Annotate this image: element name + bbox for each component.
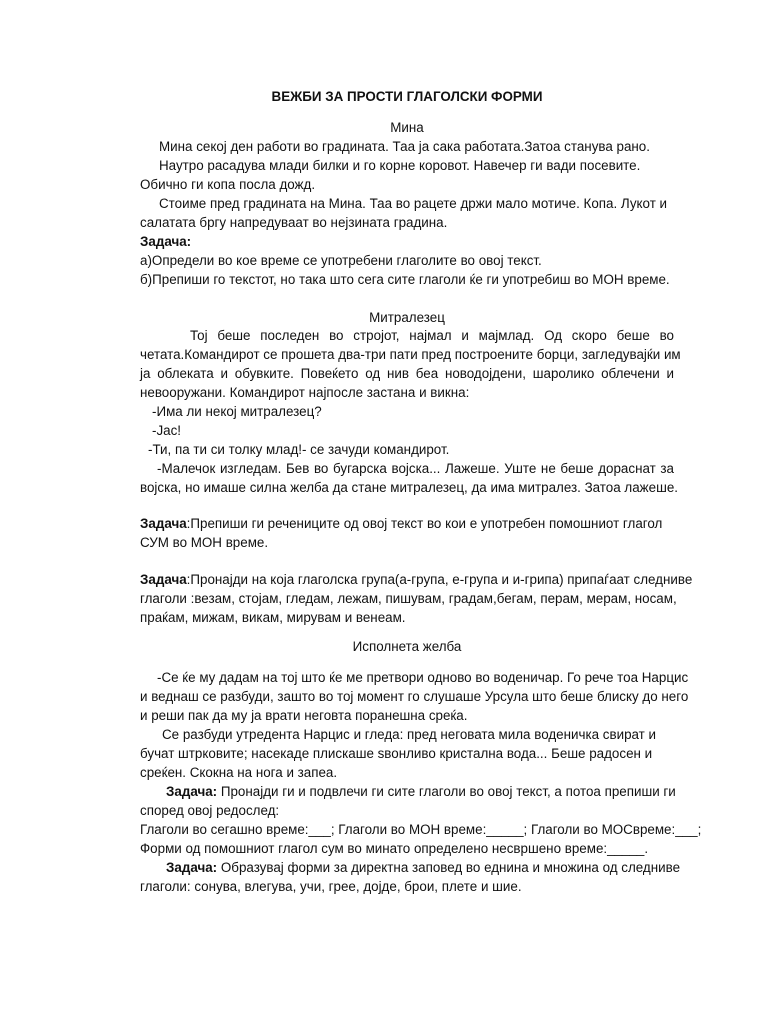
task-line: б)Препиши го текстот, но така што сега сите глаголи ќе ги употребиш во МОН време. <box>140 272 670 287</box>
text-line: салатата бргу напредуваат во нејзината градина. <box>140 215 448 230</box>
text-line: Се разбуди утредента Нарцис и гледа: пред неговата мила воденичка свират и <box>162 727 656 742</box>
text-line: ја облеката и обувките. Повеќето од нив беа новодојдени, шаролико облечени и <box>140 366 674 381</box>
text-line: Тој беше последен во стројот, најмал и мајмлад. Од скоро беше во <box>190 328 674 343</box>
task-line: глаголи :везам, стојам, гледам, лежам, пишувам, градам,бегам, перам, мерам, носам, <box>140 591 677 606</box>
dialogue-line: -Има ли некој митралезец? <box>152 404 322 419</box>
dialogue-line: -Јас! <box>152 423 182 438</box>
text-line: војска, но имаше силна желба да стане митралезец, да има митралез. Затоа лажеше. <box>140 480 678 495</box>
text-line: и веднаш се разбуди, зашто во тој момент го слушаше Урсула што беше блиску до него <box>140 689 689 704</box>
task-line: Задача: Пронајди ги и подвлечи ги сите глаголи во овој текст, а потоа препиши ги <box>166 784 676 799</box>
task-line: Глаголи во сегашно време:___; Глаголи во МОН време:_____; Глаголи во МОСвреме:___; <box>140 822 702 837</box>
task-line: Задача:Пронајди на која глаголска група(а-група, е-група и и-грипа) припаѓаат следниве <box>140 572 693 587</box>
text-line: Обично ги копа посла дожд. <box>140 177 316 192</box>
task-line: праќам, мижам, викам, мирувам и венеам. <box>140 610 406 625</box>
task-line: Задача:Препиши ги речениците од овој текст во кои е употребен помошниот глагол <box>140 516 663 531</box>
text-line: четата.Командирот се прошета два-три пати пред построените борци, загледувајќи им <box>140 347 681 362</box>
text-line: среќен. Скокна на нога и запеа. <box>140 765 338 780</box>
section-heading-ispolneta-zhelba: Исполнета желба <box>352 639 462 654</box>
text-line: и реши пак да му ја врати неговта поранешна среќа. <box>140 708 468 723</box>
section-heading-mitralezec: Митралезец <box>369 310 445 325</box>
task-label: Задача: <box>140 234 192 249</box>
text-line: -Се ќе му дадам на тој што ќе ме претвори одново во воденичар. Го рече тоа Нарцис <box>157 670 689 685</box>
text-line: бучат штрковите; насекаде плискаше ѕвонливо кристална вода... Беше радосен и <box>140 746 653 761</box>
task-line: Задача: Образувај форми за директна заповед во еднина и множина од следниве <box>166 860 681 875</box>
text-line: невооружани. Командирот најпосле застана и викна: <box>140 385 470 400</box>
dialogue-line: -Малечок изгледам. Бев во бугарска војска... Лажеше. Уште не беше дораснат за <box>157 461 674 476</box>
dialogue-line: -Ти, па ти си толку млад!- се зачуди командирот. <box>148 442 450 457</box>
task-line: а)Определи во кое време се употребени глаголите во овој текст. <box>140 253 542 268</box>
task-line: СУМ во МОН време. <box>140 535 269 550</box>
task-line: глаголи: сонува, влегува, учи, грее, дојде, брои, плете и шие. <box>140 879 522 894</box>
task-line: според овој редослед: <box>140 803 280 818</box>
section-heading-mina: Мина <box>390 120 424 135</box>
document-title: ВЕЖБИ ЗА ПРОСТИ ГЛАГОЛСКИ ФОРМИ <box>271 89 543 104</box>
text-line: Наутро расадува млади билки и го корне коровот. Навечер ги вади посевите. <box>159 158 641 173</box>
text-line: Мина секој ден работи во градината. Таа ја сака работата.Затоа станува рано. <box>159 139 650 154</box>
text-line: Стоиме пред градината на Мина. Таа во рацете држи мало мотиче. Копа. Лукот и <box>159 196 668 211</box>
task-line: Форми од помошниот глагол сум во минато определено несвршено време:_____. <box>140 841 649 856</box>
